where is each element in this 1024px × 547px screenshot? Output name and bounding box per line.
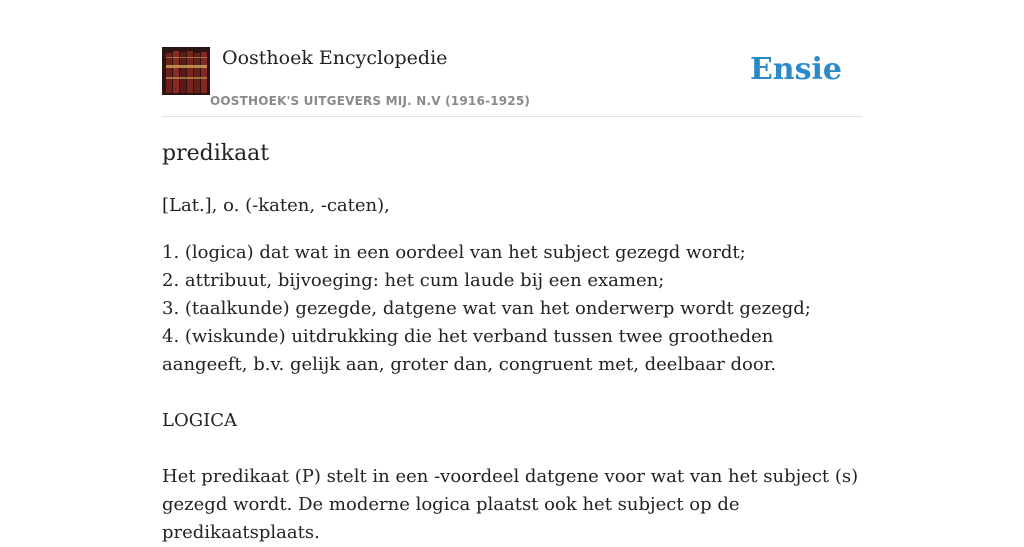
definition-item: 3. (taalkunde) gezegde, datgene wat van het onderwerp wordt gezegd; <box>162 298 811 319</box>
entry-etymology: [Lat.], o. (-katen, -caten), <box>162 195 390 216</box>
definition-item: 4. (wiskunde) uitdrukking die het verband tussen twee grootheden aangeeft, b.v. gelijk aan, groter dan, congruent met, deelbaar door. <box>162 326 777 375</box>
publisher-name[interactable]: Oosthoek Encyclopedie <box>222 47 448 69</box>
section-heading: LOGICA <box>162 410 237 431</box>
publisher-header <box>162 46 862 117</box>
logica-paragraph: Het predikaat (P) stelt in een -voordeel datgene voor wat van het subject (s) gezegd wordt. De moderne logica plaatst ook het subject op de predikaatsplaats. <box>162 466 859 543</box>
definition-list <box>162 239 862 379</box>
definition-item: 1. (logica) dat wat in een oordeel van het subject gezegd wordt; <box>162 242 746 263</box>
entry-title: predikaat <box>162 141 270 166</box>
books-icon <box>162 47 210 95</box>
ensie-logo-link[interactable]: Ensie <box>749 52 842 87</box>
publisher-avatar[interactable] <box>162 47 210 95</box>
definition-item: 2. attribuut, bijvoeging: het cum laude bij een examen; <box>162 270 665 291</box>
publisher-subtitle: OOSTHOEK'S UITGEVERS MIJ. N.V (1916-1925) <box>210 94 531 108</box>
entry-content <box>162 136 862 547</box>
